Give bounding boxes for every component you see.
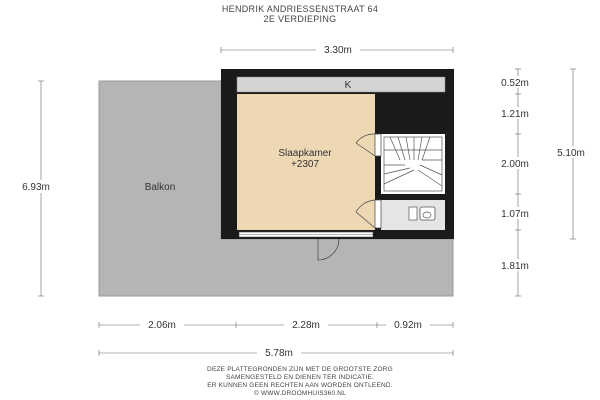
closet-area	[237, 77, 445, 92]
right-dim-3: 2.00m	[501, 159, 529, 170]
balcony-label: Balkon	[144, 182, 176, 193]
sink-icon	[409, 207, 417, 220]
right-dim-2: 1.21m	[501, 109, 529, 120]
left-height-label: 6.93m	[22, 182, 50, 193]
disclaimer-line-1: DEZE PLATTEGRONDEN ZIJN MET DE GROOTSTE ZORG	[207, 366, 393, 373]
right-total-label: 5.10m	[557, 148, 585, 159]
right-dim-5: 1.81m	[501, 261, 529, 272]
disclaimer-line-3: ER KUNNEN GEEN RECHTEN AAN WORDEN ONTLEEND.	[207, 382, 393, 389]
top-width-label: 3.30m	[324, 45, 352, 56]
stair-area	[381, 134, 445, 194]
right-dim-4: 1.07m	[501, 209, 529, 220]
bottom-total-label: 5.78m	[265, 348, 293, 359]
floor-title: 2E VERDIEPING	[263, 14, 337, 24]
disclaimer-line-4[interactable]: © WWW.DROOMHUIS360.NL	[253, 390, 347, 397]
closet-label: K	[344, 80, 352, 91]
bedroom-label: Slaapkamer	[278, 148, 332, 159]
right-dim-1: 0.52m	[501, 78, 529, 89]
disclaimer-line-2: SAMENGESTELD EN DIENEN TER INDICATIE.	[225, 374, 375, 381]
bottom-dim-3: 0.92m	[394, 320, 422, 331]
bottom-dim-2: 2.28m	[292, 320, 320, 331]
bottom-dim-1: 2.06m	[148, 320, 176, 331]
address-title: HENDRIK ANDRIESSENSTRAAT 64	[221, 4, 379, 14]
bedroom-level: +2307	[290, 159, 320, 170]
